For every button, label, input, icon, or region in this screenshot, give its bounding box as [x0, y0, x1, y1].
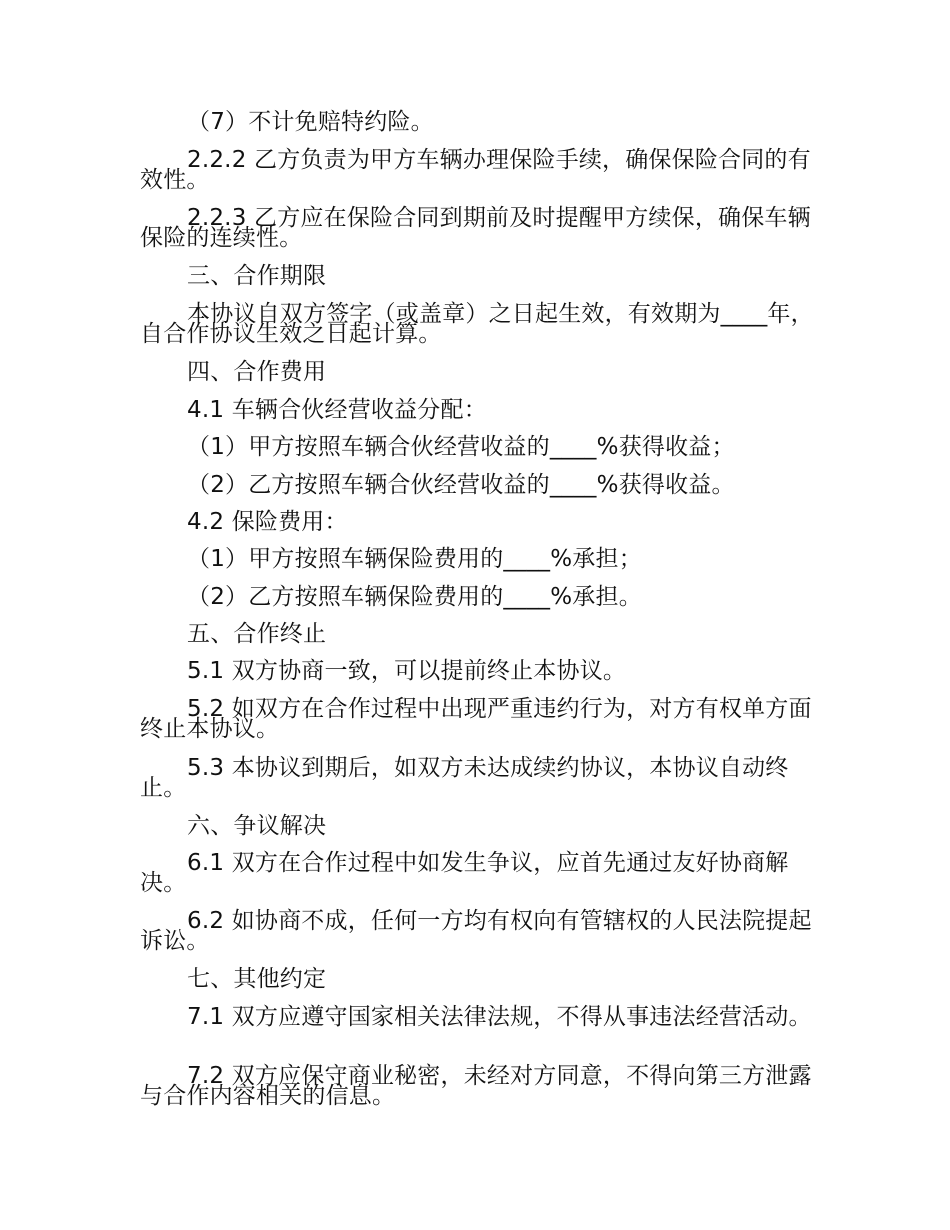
paragraph: 5.2 如双方在合作过程中出现严重违约行为，对方有权单方面终止本协议。 — [140, 696, 812, 742]
paragraph: 5.3 本协议到期后，如双方未达成续约协议，本协议自动终止。 — [140, 755, 789, 801]
paragraph: 7.2 双方应保守商业秘密，未经对方同意，不得向第三方泄露与合作内容相关的信息。 — [140, 1063, 812, 1109]
section-heading: 五、合作终止 — [187, 621, 327, 647]
paragraph: （1）甲方按照车辆合伙经营收益的____%获得收益； — [187, 434, 735, 460]
section-heading: 三、合作期限 — [187, 263, 327, 289]
section-heading: 六、争议解决 — [187, 813, 327, 839]
paragraph: 7.1 双方应遵守国家相关法律法规，不得从事违法经营活动。 — [187, 1004, 812, 1030]
paragraph: （2）乙方按照车辆保险费用的____%承担。 — [187, 584, 642, 610]
paragraph: （2）乙方按照车辆合伙经营收益的____%获得收益。 — [187, 472, 735, 498]
paragraph: 2.2.2 乙方负责为甲方车辆办理保险手续，确保保险合同的有效性。 — [140, 147, 811, 193]
paragraph: 4.2 保险费用： — [187, 509, 348, 535]
paragraph: 4.1 车辆合伙经营收益分配： — [187, 397, 487, 423]
paragraph: 5.1 双方协商一致，可以提前终止本协议。 — [187, 658, 627, 684]
paragraph: 本协议自双方签字（或盖章）之日起生效，有效期为____年，自合作协议生效之日起计算。 — [140, 301, 814, 347]
section-heading: 四、合作费用 — [187, 359, 327, 385]
section-heading: 七、其他约定 — [187, 966, 327, 992]
paragraph: 6.2 如协商不成，任何一方均有权向有管辖权的人民法院提起诉讼。 — [140, 908, 812, 954]
paragraph: 6.1 双方在合作过程中如发生争议，应首先通过友好协商解决。 — [140, 850, 789, 896]
paragraph: 2.2.3 乙方应在保险合同到期前及时提醒甲方续保，确保车辆保险的连续性。 — [140, 205, 811, 251]
paragraph: （1）甲方按照车辆保险费用的____%承担； — [187, 546, 642, 572]
paragraph: （7）不计免赔特约险。 — [187, 109, 434, 135]
